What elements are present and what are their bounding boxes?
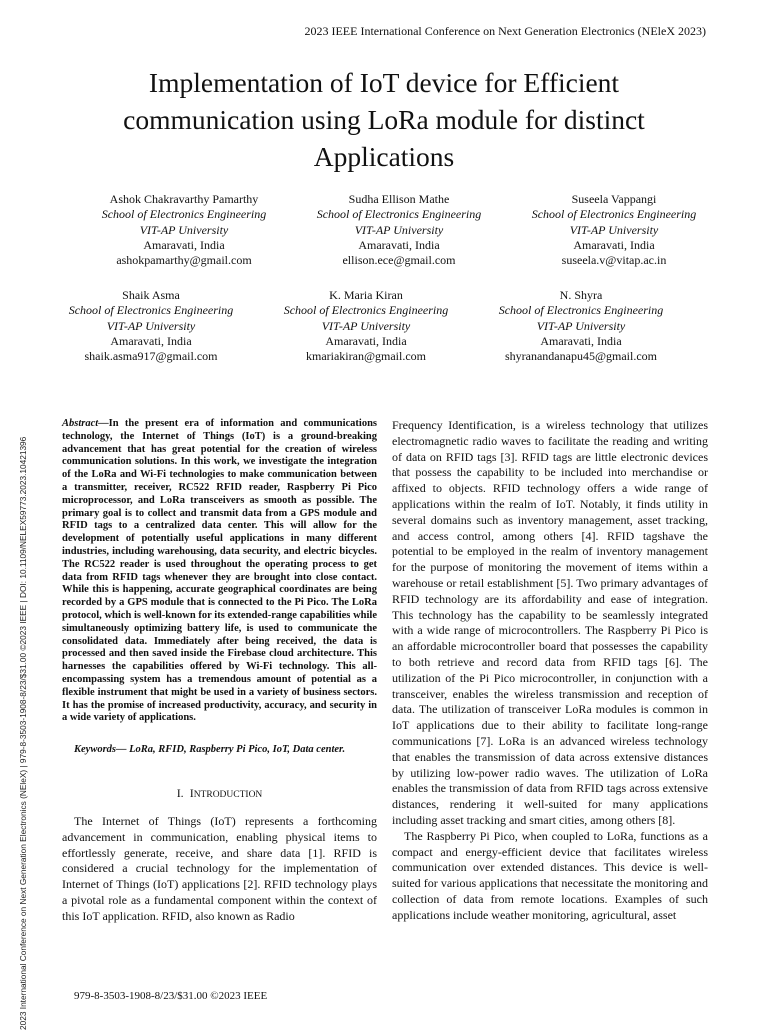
author-university: VIT-AP University: [321, 318, 411, 333]
author-university: VIT-AP University: [536, 318, 626, 333]
author-block-2: [279, 192, 519, 268]
author-email: ashokpamarthy@gmail.com: [116, 253, 252, 268]
author-name: Shaik Asma: [122, 288, 180, 302]
author-name: Ashok Chakravarthy Pamarthy: [109, 192, 259, 206]
section-title-rest: NTRODUCTION: [193, 790, 263, 801]
abstract: [62, 418, 377, 725]
conference-header: 2023 IEEE International Conference on Next Generation Electronics (NEleX 2023): [304, 24, 706, 38]
author-name: Suseela Vappangi: [571, 192, 657, 206]
abstract-text: —In the present era of information and communications technology, the Internet of Things (IoT) is a ground-breaking advancement that has great potential for the creation of wireless communication solutions. In this work, we investigate the integration of the LoRa and Wi-Fi technologies to make communication between a transmitter, receiver, RC522 RFID reader, Raspberry Pi Pico microprocessor, and LoRa transceivers as smooth as possible. The primary goal is to collect and transmit data from a GPS module and RFID tags to a centralized data center. This will allow for the development of potentially useful applications in many different industries, including warehousing, data security, and electric bicycles. The RC522 reader is used throughout the operating process to get data from RFID tags whenever they are brought into close contact. While this is happening, accurate geographical coordinates are being recorded by a GPS module that is connected to the Pi Pico. The LoRa protocol, which is well-known for its extended-range capabilities while simultaneously optimizing battery life, is used to communicate the consolidated data. Immediately after being received, the data is processed and then saved inside the Firebase cloud architecture. This harnesses the capabilities offered by Wi-Fi technology. This all-encompassing system has a tremendous amount of potential as a flexible instrument that might be used in a variety of business sectors. It has the promise of increased productivity, accuracy, and security in a wide variety of applications.: [62, 418, 377, 724]
left-column: [62, 418, 377, 925]
author-city: Amaravati, India: [110, 333, 192, 348]
author-department: School of Electronics Engineering: [101, 207, 267, 222]
paper-title: [40, 64, 728, 175]
author-university: VIT-AP University: [106, 318, 196, 333]
section-number: I.: [176, 786, 184, 801]
author-department: School of Electronics Engineering: [283, 303, 449, 318]
author-name: Sudha Ellison Mathe: [348, 192, 450, 206]
author-block-1: [64, 192, 304, 268]
author-block-5: [246, 288, 486, 364]
abstract-label: Abstract: [62, 418, 99, 429]
intro-paragraph-1: The Internet of Things (IoT) represents a forthcoming advancement in communication, enabling physical items to effortlessly generate, receive, and share data [1]. RFID is considered a crucial technology for the implementation of Internet of Things (IoT) applications [2]. RFID technology plays a pivotal role as a fundamental component within the context of this IoT application. RFID, also known as Radio: [62, 813, 377, 923]
author-city: Amaravati, India: [540, 333, 622, 348]
title-line-3: Applications: [313, 141, 455, 172]
author-department: School of Electronics Engineering: [531, 207, 697, 222]
author-email: kmariakiran@gmail.com: [305, 349, 426, 364]
author-city: Amaravati, India: [358, 237, 440, 252]
author-city: Amaravati, India: [325, 333, 407, 348]
author-name: N. Shyra: [559, 288, 603, 302]
intro-paragraph-1-continued: Frequency Identification, is a wireless technology that utilizes electromagnetic radio waves to facilitate the reading and writing of data on RFID tags [3]. RFID tags are little electronic devices that possess the capability to be included into merchandise or affixed to objects. RFID technology offers a wide range of applications within the realm of IoT. Notably, it finds utility in several domains such as inventory management, asset tracking, and access control, among others [4]. RFID tagshave the potential to be employed in the realm of inventory management for the purpose of monitoring the movement of items within a warehouse or retail establishment [5]. Two primary advantages of RFID technology are its affordability and ease of integration. This technology has the capability to be seamlessly integrated with a wide range of microcontrollers. The Raspberry Pi Pico is an affordable microcontroller board that possesses the capability to both retrieve and record data from RFID tags [6]. The utilization of the Pi Pico microcontroller, in conjunction with a transceiver, enables the wireless transmission and reception of data. The utilization of transceiver LoRa modules is common in IoT applications due to their ability to facilitate long-range communications [7]. LoRa is an advanced wireless technology that enables the transmission of data across extensive distances by utilizing low-power radio waves. The utilization of LoRa enables the transmission of data from RFID tags across extensive distances, rendering it well-suited for many applications including asset tracking and smart cities, among others [8].: [392, 418, 708, 827]
author-department: School of Electronics Engineering: [316, 207, 482, 222]
author-university: VIT-AP University: [139, 222, 229, 237]
author-email: ellison.ece@gmail.com: [342, 253, 456, 268]
author-block-4: [31, 288, 271, 364]
author-block-6: [461, 288, 701, 364]
doi-sidebar: 2023 International Conference on Next Generation Electronics (NEleX) | 979-8-3503-1908-8/23/$31.00 ©2023 IEEE | DOI: 10.1109/NELEX59773.2023.10421396: [18, 436, 28, 1030]
copyright-footer: 979-8-3503-1908-8/23/$31.00 ©2023 IEEE: [74, 990, 268, 1002]
title-line-1: Implementation of IoT device for Efficient: [148, 67, 620, 98]
author-university: VIT-AP University: [569, 222, 659, 237]
section-title-initial: I: [189, 786, 194, 801]
author-department: School of Electronics Engineering: [498, 303, 664, 318]
author-department: School of Electronics Engineering: [68, 303, 234, 318]
author-block-3: [494, 192, 734, 268]
intro-paragraph-2: The Raspberry Pi Pico, when coupled to LoRa, functions as a compact and energy-efficient device that facilitates wireless communication over extended distances. This device is well-suited for various applications that necessitate the monitoring and collection of data from remote locations. Examples of such applications include weather monitoring, agricultural, asset: [392, 828, 708, 922]
author-city: Amaravati, India: [143, 237, 225, 252]
author-email: suseela.v@vitap.ac.in: [561, 253, 667, 268]
title-line-2: communication using LoRa module for distinct: [123, 104, 645, 135]
section-heading: [62, 786, 377, 804]
author-name: K. Maria Kiran: [329, 288, 403, 302]
author-email: shaik.asma917@gmail.com: [84, 349, 218, 364]
right-column: [392, 418, 708, 924]
author-university: VIT-AP University: [354, 222, 444, 237]
keywords: Keywords— LoRa, RFID, Raspberry Pi Pico, IoT, Data center.: [74, 744, 346, 756]
author-city: Amaravati, India: [573, 237, 655, 252]
author-email: shyranandanapu45@gmail.com: [504, 349, 657, 364]
